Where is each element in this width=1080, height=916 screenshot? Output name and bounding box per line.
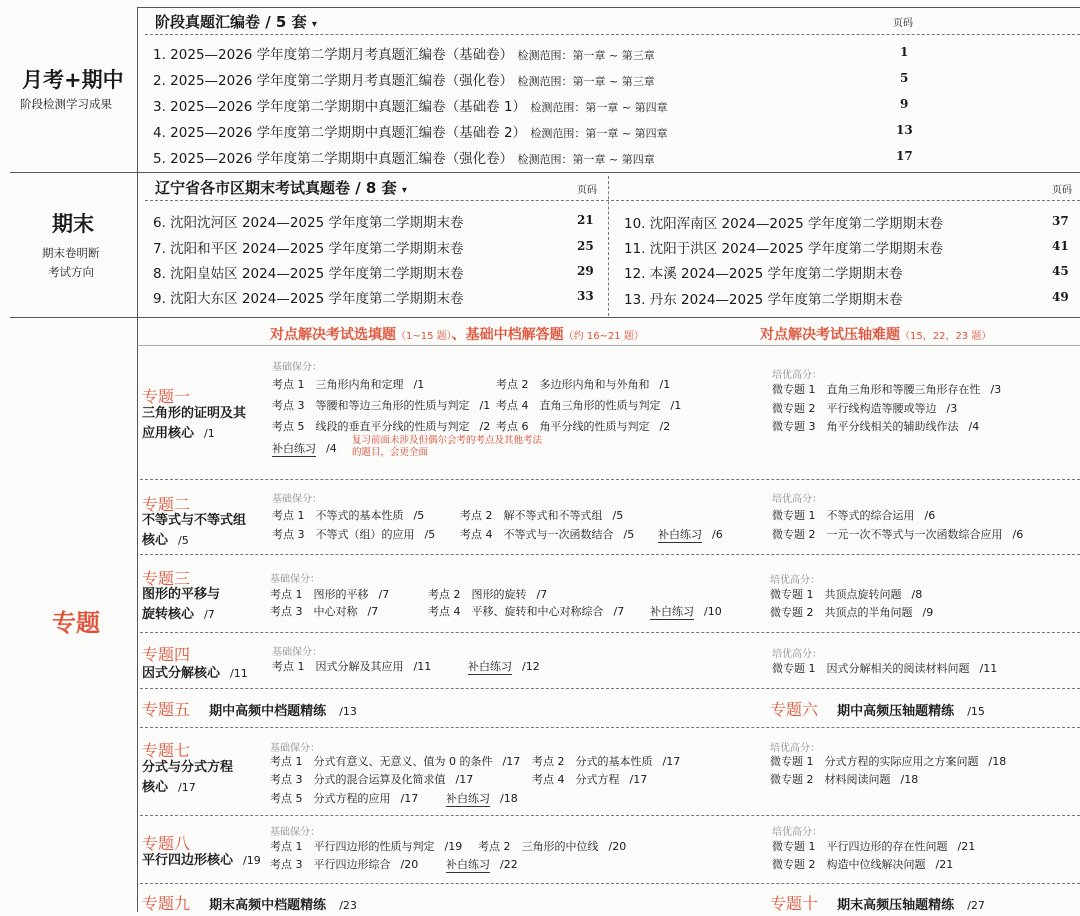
supplement-practice[interactable] <box>658 526 723 542</box>
topic-page: /13 <box>339 705 357 718</box>
supplement-label: 补白练习 <box>658 528 702 541</box>
kp-label: 考点 1 图形的平移 <box>270 588 369 601</box>
monthly-header-label: 阶段真题汇编卷 / 5 套 <box>155 13 307 31</box>
topic-number: 专题十 <box>770 894 819 913</box>
kp-page: /17 <box>455 773 474 786</box>
topic-divider <box>140 815 1080 816</box>
micro-label: 微专题 1 分式方程的实际应用之方案问题 <box>770 755 979 768</box>
list-item[interactable]: 13. 丹东 2024—2025 学年度第二学期期末卷 <box>624 292 903 308</box>
basic-label: 基础保分： <box>270 743 320 754</box>
topic-name[interactable] <box>142 664 248 684</box>
page-column-header-left: 页码 <box>577 185 597 196</box>
supplement-page: /6 <box>712 528 723 541</box>
micro-topic[interactable] <box>772 507 935 523</box>
kp-label: 考点 6 角平分线的性质与判定 <box>496 420 650 433</box>
final-header[interactable] <box>155 177 407 198</box>
kp-label: 考点 3 中心对称 <box>270 605 358 618</box>
topic-divider <box>140 479 1080 480</box>
key-point[interactable] <box>272 418 490 434</box>
micro-page: /4 <box>968 420 980 433</box>
kp-label: 考点 3 等腰和等边三角形的性质与判定 <box>272 399 470 412</box>
kp-page: /1 <box>479 399 491 412</box>
supplement-practice[interactable] <box>272 440 337 456</box>
topic-6[interactable] <box>770 697 985 722</box>
micro-topic[interactable] <box>770 586 922 602</box>
advanced-label: 培优高分： <box>772 827 822 838</box>
topic-page: /23 <box>339 899 357 912</box>
micro-label: 微专题 1 共顶点旋转问题 <box>770 588 902 601</box>
kp-page: /5 <box>623 528 635 541</box>
monthly-header-rule <box>145 34 1080 35</box>
topic-page: /5 <box>178 534 189 547</box>
topic-name[interactable] <box>142 511 246 551</box>
item-page: 37 <box>1052 214 1069 228</box>
micro-label: 微专题 2 构造中位线解决问题 <box>772 858 926 871</box>
kp-label: 考点 3 平行四边形综合 <box>270 858 391 871</box>
kp-page: /5 <box>612 509 624 522</box>
key-point[interactable] <box>532 771 647 787</box>
list-item[interactable]: 6. 沈阳沈河区 2024—2025 学年度第二学期期末卷 <box>153 215 464 231</box>
kp-label: 考点 2 图形的旋转 <box>428 588 527 601</box>
item-title: 1. 2025—2026 学年度第二学期月考真题汇编卷（基础卷） <box>153 47 514 63</box>
topic-name[interactable] <box>142 585 220 625</box>
kp-label: 考点 2 多边形内角和与外角和 <box>496 378 650 391</box>
micro-page: /3 <box>946 402 958 415</box>
key-point[interactable] <box>270 856 418 872</box>
kp-label: 考点 1 因式分解及其应用 <box>272 660 404 673</box>
item-page: 13 <box>896 123 913 137</box>
final-column-divider <box>608 176 609 316</box>
micro-page: /3 <box>990 383 1002 396</box>
topic-number: 专题六 <box>770 700 819 719</box>
supplement-practice[interactable] <box>446 856 518 872</box>
topic-name-line1: 平行四边形核心 <box>142 853 234 868</box>
key-point[interactable] <box>496 376 670 392</box>
micro-topic[interactable] <box>770 771 918 787</box>
micro-label: 微专题 1 因式分解相关的阅读材料问题 <box>772 662 970 675</box>
key-point[interactable] <box>270 586 389 602</box>
topic-9[interactable] <box>142 891 357 916</box>
kp-label: 考点 5 分式方程的应用 <box>270 792 391 805</box>
supplement-label: 补白练习 <box>468 660 512 673</box>
supplement-page: /12 <box>522 660 540 673</box>
topic-divider <box>140 688 1080 689</box>
kp-page: /7 <box>613 605 625 618</box>
kp-label: 考点 5 线段的垂直平分线的性质与判定 <box>272 420 470 433</box>
left-column-rule <box>137 7 138 912</box>
supplement-label: 补白练习 <box>272 442 316 455</box>
item-title: 3. 2025—2026 学年度第二学期期中真题汇编卷（基础卷 1） <box>153 99 527 115</box>
key-point[interactable] <box>532 753 680 769</box>
micro-topic[interactable] <box>772 660 997 676</box>
item-title: 5. 2025—2026 学年度第二学期期中真题汇编卷（强化卷） <box>153 151 514 167</box>
micro-label: 微专题 2 一元一次不等式与一次函数综合应用 <box>772 528 1003 541</box>
micro-label: 微专题 1 直角三角形和等腰三角形存在性 <box>772 383 981 396</box>
kp-label: 考点 1 分式有意义、无意义、值为 0 的条件 <box>270 755 493 768</box>
kp-label: 考点 3 分式的混合运算及化简求值 <box>270 773 446 786</box>
section-divider-1 <box>10 172 1080 173</box>
topic-page: /1 <box>204 427 215 440</box>
topic-page: /15 <box>967 705 985 718</box>
kp-label: 考点 2 分式的基本性质 <box>532 755 653 768</box>
topic-divider <box>140 632 1080 633</box>
supplement-label: 补白练习 <box>650 605 694 618</box>
topic-number: 专题三 <box>142 569 191 588</box>
item-scope: 检测范围：第一章 ~ 第三章 <box>517 75 655 88</box>
kp-label: 考点 1 不等式的基本性质 <box>272 509 404 522</box>
micro-topic[interactable] <box>772 400 957 416</box>
kp-page: /19 <box>444 840 463 853</box>
banner-rule <box>137 345 1080 346</box>
key-point[interactable] <box>428 603 624 619</box>
list-item[interactable]: 10. 沈阳浑南区 2024—2025 学年度第二学期期末卷 <box>624 216 944 232</box>
topic-page: /19 <box>243 854 261 867</box>
kp-label: 考点 3 不等式（组）的应用 <box>272 528 415 541</box>
basic-label: 基础保分： <box>270 574 320 585</box>
topic-divider <box>140 883 1080 884</box>
note-line2: 的题目，会更全面 <box>352 447 429 458</box>
kp-page: /5 <box>413 509 425 522</box>
supplement-practice[interactable] <box>650 603 722 619</box>
item-title: 4. 2025—2026 学年度第二学期期中真题汇编卷（基础卷 2） <box>153 125 527 141</box>
supplement-page: /18 <box>500 792 518 805</box>
topic-name-line2: 旋转核心 <box>142 607 195 622</box>
topic-name-line2: 应用核心 <box>142 426 195 441</box>
topic-number: 专题八 <box>142 834 191 853</box>
list-item[interactable]: 12. 本溪 2024—2025 学年度第二学期期末卷 <box>624 266 903 282</box>
kp-page: /20 <box>400 858 419 871</box>
kp-page: /1 <box>670 399 682 412</box>
topic-10[interactable] <box>770 891 985 916</box>
topic-page: /17 <box>178 781 196 794</box>
key-point[interactable] <box>496 397 681 413</box>
banner-left-b: 、基础中档解答题 <box>451 327 564 343</box>
item-page: 17 <box>896 149 913 163</box>
micro-label: 微专题 3 角平分线相关的辅助线作法 <box>772 420 959 433</box>
page-column-header-right: 页码 <box>1052 185 1072 196</box>
item-page: 29 <box>577 264 594 278</box>
topic-name[interactable] <box>142 758 233 798</box>
kp-page: /11 <box>413 660 432 673</box>
topic-name-line2: 核心 <box>142 780 169 795</box>
key-point[interactable] <box>478 838 626 854</box>
list-item[interactable]: 11. 沈阳于洪区 2024—2025 学年度第二学期期末卷 <box>624 241 944 257</box>
list-item[interactable] <box>153 95 668 115</box>
key-point[interactable] <box>272 507 424 523</box>
list-item[interactable]: 7. 沈阳和平区 2024—2025 学年度第二学期期末卷 <box>153 241 464 257</box>
page-column-header: 页码 <box>893 18 913 29</box>
kp-page: /7 <box>367 605 379 618</box>
item-scope: 检测范围：第一章 ~ 第四章 <box>530 127 668 140</box>
topic-number: 专题九 <box>142 894 191 913</box>
topics-section-title: 专题 <box>52 609 100 637</box>
topic-page: /7 <box>204 608 215 621</box>
micro-page: /9 <box>922 606 934 619</box>
key-point[interactable] <box>428 586 547 602</box>
key-point[interactable] <box>272 658 431 674</box>
topic-page: /11 <box>230 667 248 680</box>
kp-page: /1 <box>413 378 425 391</box>
micro-label: 微专题 2 平行线构造等腰或等边 <box>772 402 937 415</box>
basic-label: 基础保分： <box>270 827 320 838</box>
dropdown-arrow-icon: ▾ <box>401 185 407 196</box>
micro-page: /8 <box>911 588 923 601</box>
key-point[interactable] <box>270 838 462 854</box>
topic-name-line1: 分式与分式方程 <box>142 760 234 775</box>
item-scope: 检测范围：第一章 ~ 第四章 <box>530 101 668 114</box>
topic-name: 期中高频中档题精练 <box>209 704 327 719</box>
item-title: 2. 2025—2026 学年度第二学期月考真题汇编卷（强化卷） <box>153 73 514 89</box>
advanced-label: 培优高分： <box>772 649 822 660</box>
supplement-page: /22 <box>500 858 518 871</box>
item-scope: 检测范围：第一章 ~ 第四章 <box>517 153 655 166</box>
kp-label: 考点 4 直角三角形的性质与判定 <box>496 399 661 412</box>
banner-left-a-note: （1~15 题） <box>396 331 452 342</box>
kp-label: 考点 4 不等式与一次函数结合 <box>460 528 614 541</box>
kp-page: /20 <box>608 840 627 853</box>
final-section-subtitle-2: 考试方向 <box>48 265 94 279</box>
micro-topic[interactable] <box>770 604 933 620</box>
item-page: 45 <box>1052 264 1069 278</box>
key-point[interactable] <box>270 790 418 806</box>
topic-number: 专题二 <box>142 495 191 514</box>
supplement-practice[interactable] <box>446 790 518 806</box>
topic-number: 专题一 <box>142 387 191 406</box>
monthly-section-title: 月考+期中 <box>22 68 124 92</box>
list-item[interactable] <box>153 121 668 141</box>
topic-name[interactable] <box>142 851 261 871</box>
key-point[interactable] <box>460 507 623 523</box>
micro-topic[interactable] <box>772 856 953 872</box>
kp-page: /1 <box>659 378 671 391</box>
kp-label: 考点 4 分式方程 <box>532 773 620 786</box>
kp-page: /7 <box>378 588 390 601</box>
item-scope: 检测范围：第一章 ~ 第三章 <box>517 49 655 62</box>
supplement-practice[interactable] <box>468 658 540 674</box>
kp-page: /7 <box>536 588 548 601</box>
kp-page: /17 <box>400 792 419 805</box>
basic-label: 基础保分： <box>272 647 322 658</box>
micro-label: 微专题 2 材料阅读问题 <box>770 773 891 786</box>
monthly-section-subtitle: 阶段检测学习成果 <box>20 97 112 111</box>
review-note <box>352 435 542 459</box>
kp-label: 考点 2 三角形的中位线 <box>478 840 599 853</box>
topic-name-line1: 因式分解核心 <box>142 666 221 681</box>
micro-page: /18 <box>988 755 1007 768</box>
micro-page: /21 <box>957 840 976 853</box>
kp-page: /5 <box>424 528 436 541</box>
micro-topic[interactable] <box>772 526 1023 542</box>
kp-label: 考点 4 平移、旋转和中心对称综合 <box>428 605 604 618</box>
item-page: 49 <box>1052 290 1069 304</box>
topic-page: /27 <box>967 899 985 912</box>
topic-number: 专题四 <box>142 645 191 664</box>
topic-divider <box>140 727 1080 728</box>
item-page: 41 <box>1052 239 1069 253</box>
list-item[interactable]: 8. 沈阳皇姑区 2024—2025 学年度第二学期期末卷 <box>153 266 464 282</box>
list-item[interactable] <box>153 43 655 63</box>
banner-left-b-note: （约 16~21 题） <box>563 331 644 342</box>
micro-page: /6 <box>1012 528 1024 541</box>
key-point[interactable] <box>272 526 435 542</box>
micro-label: 微专题 1 平行四边形的存在性问题 <box>772 840 948 853</box>
section-divider-2 <box>10 317 1080 318</box>
item-page: 5 <box>900 71 909 85</box>
top-rule <box>137 7 1080 8</box>
micro-topic[interactable] <box>772 418 979 434</box>
note-line1: 复习前面未涉及但偶尔会考的考点及其他考法 <box>352 435 543 446</box>
basic-label: 基础保分： <box>272 362 322 373</box>
supplement-label: 补白练习 <box>446 792 490 805</box>
key-point[interactable] <box>496 418 670 434</box>
key-point[interactable] <box>270 753 520 769</box>
advanced-label: 培优高分： <box>772 494 822 505</box>
supplement-page: /4 <box>326 442 337 455</box>
item-page: 1 <box>900 45 909 59</box>
kp-page: /2 <box>479 420 491 433</box>
monthly-header[interactable] <box>155 11 317 32</box>
micro-label: 微专题 1 不等式的综合运用 <box>772 509 915 522</box>
micro-page: /18 <box>900 773 919 786</box>
kp-label: 考点 2 解不等式和不等式组 <box>460 509 603 522</box>
micro-page: /6 <box>924 509 936 522</box>
key-point[interactable] <box>270 771 473 787</box>
micro-page: /11 <box>979 662 998 675</box>
banner-right-label: 对点解决考试压轴难题 <box>760 327 900 343</box>
final-section-title: 期末 <box>52 212 94 236</box>
advanced-label: 培优高分： <box>770 743 820 754</box>
key-point[interactable] <box>272 397 490 413</box>
kp-page: /17 <box>662 755 681 768</box>
item-page: 21 <box>577 213 594 227</box>
final-header-label: 辽宁省各市区期末考试真题卷 / 8 套 <box>155 179 397 197</box>
kp-page: /2 <box>659 420 671 433</box>
item-page: 33 <box>577 289 594 303</box>
supplement-page: /10 <box>704 605 722 618</box>
micro-topic[interactable] <box>772 381 1001 397</box>
banner-right-note: （15，22，23 题） <box>900 331 992 342</box>
key-point[interactable] <box>272 376 424 392</box>
topic-name-line1: 图形的平移与 <box>142 587 221 602</box>
topic-divider <box>140 554 1080 555</box>
banner-left <box>270 324 644 344</box>
key-point[interactable] <box>270 603 378 619</box>
advanced-label: 培优高分： <box>772 370 822 381</box>
kp-label: 考点 1 三角形内角和定理 <box>272 378 404 391</box>
kp-page: /17 <box>502 755 521 768</box>
topic-5[interactable] <box>142 697 357 722</box>
topic-name-line1: 不等式与不等式组 <box>142 513 247 528</box>
topic-name: 期末高频中档题精练 <box>209 898 327 913</box>
key-point[interactable] <box>460 526 634 542</box>
item-page: 9 <box>900 97 909 111</box>
banner-left-a: 对点解决考试选填题 <box>270 327 396 343</box>
topic-name-line1: 三角形的证明及其 <box>142 406 247 421</box>
list-item[interactable]: 9. 沈阳大东区 2024—2025 学年度第二学期期末卷 <box>153 291 464 307</box>
topic-name-line2: 核心 <box>142 533 169 548</box>
list-item[interactable] <box>153 69 655 89</box>
banner-right <box>760 324 991 344</box>
dropdown-arrow-icon: ▾ <box>311 19 317 30</box>
kp-page: /17 <box>629 773 648 786</box>
micro-label: 微专题 2 共顶点的半角问题 <box>770 606 913 619</box>
item-page: 25 <box>577 239 594 253</box>
micro-topic[interactable] <box>770 753 1006 769</box>
list-item[interactable] <box>153 147 655 167</box>
basic-label: 基础保分： <box>272 494 322 505</box>
advanced-label: 培优高分： <box>770 575 820 586</box>
micro-topic[interactable] <box>772 838 975 854</box>
supplement-label: 补白练习 <box>446 858 490 871</box>
final-section-subtitle-1: 期末卷明断 <box>42 246 100 260</box>
topic-number: 专题五 <box>142 700 191 719</box>
topic-name[interactable] <box>142 404 246 444</box>
topic-name: 期中高频压轴题精练 <box>837 704 955 719</box>
topic-name: 期末高频压轴题精练 <box>837 898 955 913</box>
kp-label: 考点 1 平行四边形的性质与判定 <box>270 840 435 853</box>
final-header-rule <box>145 200 1080 201</box>
topic-number: 专题七 <box>142 741 191 760</box>
micro-page: /21 <box>935 858 954 871</box>
